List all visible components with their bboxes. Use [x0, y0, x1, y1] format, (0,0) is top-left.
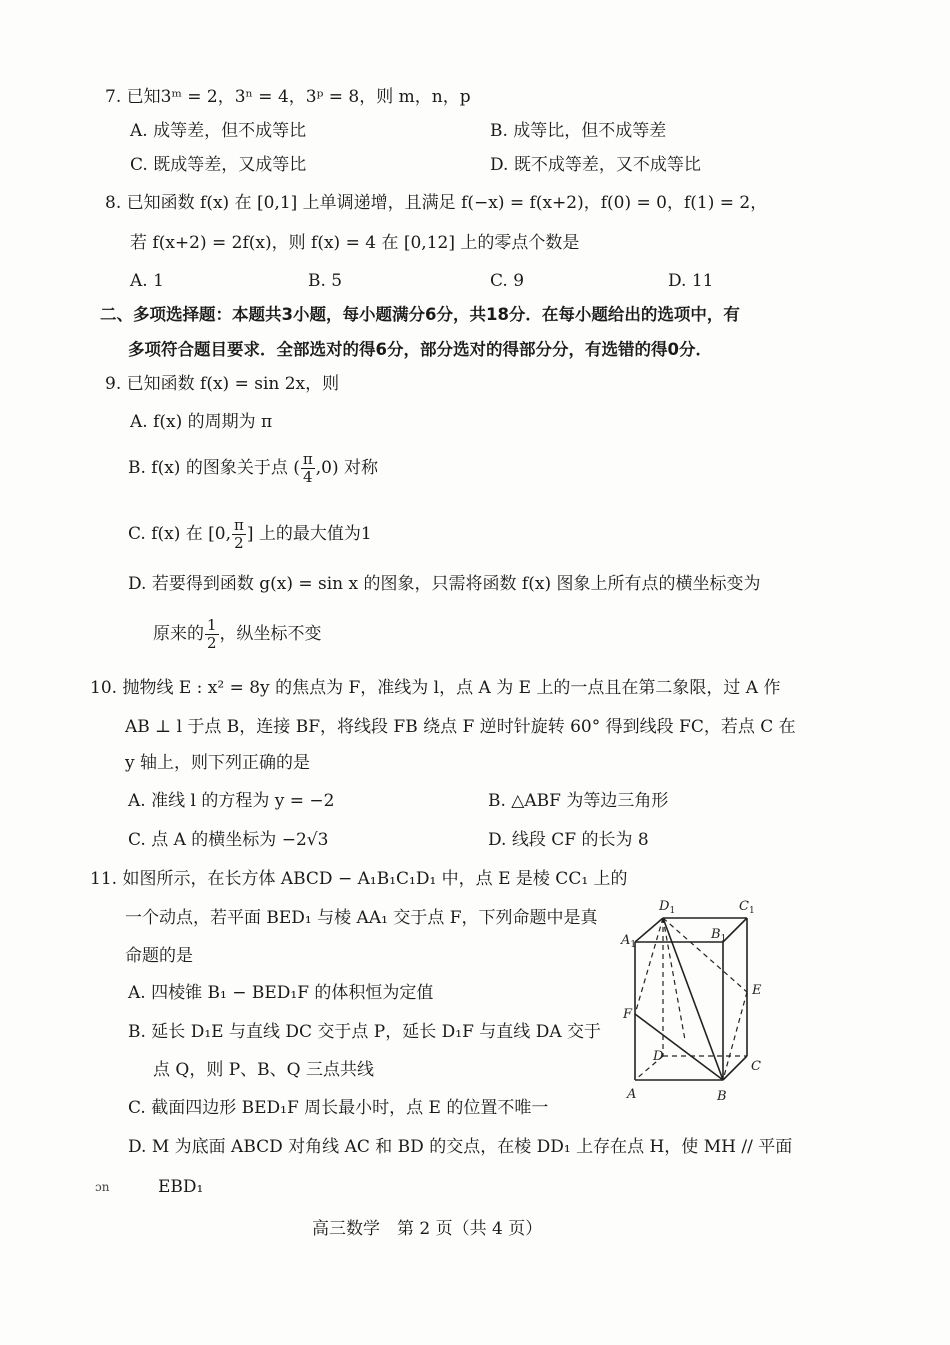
q9-option-a: A. f(x) 的周期为 π [130, 412, 273, 432]
q7-stem: 7. 已知3ᵐ = 2，3ⁿ = 4，3ᵖ = 8，则 m，n，p [105, 87, 471, 107]
q9-option-c-fraction [232, 517, 246, 552]
q10-line3: y 轴上，则下列正确的是 [125, 753, 311, 773]
q11-option-d-line2: EBD₁ [158, 1177, 204, 1197]
q11-option-b-line1: B. 延长 D₁E 与直线 DC 交于点 P，延长 D₁F 与直线 DA 交于 [128, 1022, 602, 1042]
label-b1: $B_1$ [711, 927, 727, 944]
q10-option-c: C. 点 A 的横坐标为 −2√3 [128, 830, 329, 850]
q7-option-d: D. 既不成等差，又不成等比 [490, 155, 701, 175]
q9-option-d-post: ，纵坐标不变 [219, 624, 322, 644]
q11-line1: 11. 如图所示，在长方体 ABCD − A₁B₁C₁D₁ 中，点 E 是棱 CC₁ 上的 [90, 869, 628, 889]
q8-option-c: C. 9 [490, 271, 525, 291]
q9-option-c-post: ] 上的最大值为1 [246, 524, 372, 544]
q8-option-d: D. 11 [668, 271, 714, 291]
q9-option-d-pre: 原来的 [153, 624, 204, 644]
q9-option-b [128, 451, 378, 486]
line-d1f-hidden [635, 918, 663, 1014]
q9-option-c-pre: C. f(x) 在 [0, [128, 524, 232, 544]
q9-option-b-numerator: π [302, 450, 313, 468]
q8-option-a: A. 1 [130, 271, 164, 291]
q8-line1: 8. 已知函数 f(x) 在 [0,1] 上单调递增，且满足 f(−x) = f(x+2)，f(0) = 0，f(1) = 2， [105, 193, 768, 213]
q9-option-d-numerator: 1 [207, 616, 217, 634]
page-footer: 高三数学 第 2 页（共 4 页） [312, 1219, 543, 1239]
q9-option-b-fraction [301, 451, 315, 486]
q11-line3: 命题的是 [125, 946, 193, 966]
edge-bc [723, 1056, 747, 1080]
edge-b1c1 [723, 918, 747, 942]
edge-d1a1 [635, 918, 663, 942]
margin-mark: ɔn [95, 1180, 110, 1194]
prism-figure [615, 890, 785, 1110]
q11-option-d-line1: D. M 为底面 ABCD 对角线 AC 和 BD 的交点，在棱 DD₁ 上存在点 H，使 MH // 平面 [128, 1137, 793, 1157]
q11-option-a: A. 四棱锥 B₁ − BED₁F 的体积恒为定值 [128, 983, 434, 1003]
q10-option-d: D. 线段 CF 的长为 8 [488, 830, 649, 850]
q10-line1: 10. 抛物线 E : x² = 8y 的焦点为 F，准线为 l，点 A 为 E 上的一点且在第二象限，过 A 作 [90, 678, 781, 698]
label-a1: $A_1$ [621, 933, 637, 950]
q11-option-c: C. 截面四边形 BED₁F 周长最小时，点 E 的位置不唯一 [128, 1098, 549, 1118]
label-d: D [653, 1049, 664, 1064]
section2-heading-line1: 二、多项选择题：本题共3小题，每小题满分6分，共18分．在每小题给出的选项中，有 [100, 305, 740, 324]
q9-option-b-denominator: 4 [303, 468, 313, 486]
label-e: E [752, 983, 762, 998]
q9-option-b-post: ,0) 对称 [315, 458, 379, 478]
q9-option-b-pre: B. f(x) 的图象关于点 ( [128, 458, 300, 478]
q10-line2: AB ⊥ l 于点 B，连接 BF，将线段 FB 绕点 F 逆时针旋转 60° 得到线段 FC，若点 C 在 [125, 717, 796, 737]
label-a: A [627, 1087, 637, 1102]
label-c: C [751, 1059, 761, 1074]
q7-option-a: A. 成等差，但不成等比 [130, 121, 307, 141]
line-fb [635, 1014, 723, 1080]
q9-option-d-fraction [205, 617, 219, 652]
q10-option-b: B. △ABF 为等边三角形 [488, 791, 669, 811]
q9-stem: 9. 已知函数 f(x) = sin 2x，则 [105, 374, 340, 394]
label-b: B [717, 1089, 727, 1104]
q10-option-a: A. 准线 l 的方程为 y = −2 [128, 791, 335, 811]
q11-option-b-line2: 点 Q，则 P、B、Q 三点共线 [153, 1060, 375, 1080]
q9-option-c [128, 517, 372, 552]
q9-option-d-denominator: 2 [207, 634, 217, 652]
line-eb-hidden [723, 992, 747, 1080]
q9-option-c-denominator: 2 [234, 534, 244, 552]
line-d1e-hidden [663, 918, 747, 992]
q7-option-c: C. 既成等差，又成等比 [130, 155, 307, 175]
label-f: F [623, 1007, 633, 1022]
q11-line2: 一个动点，若平面 BED₁ 与棱 AA₁ 交于点 F，下列命题中是真 [125, 908, 598, 928]
q9-option-c-numerator: π [234, 516, 244, 534]
q9-option-d-line2 [153, 617, 322, 652]
section2-heading-line2: 多项符合题目要求．全部选对的得6分，部分选对的得部分分，有选错的得0分． [128, 340, 712, 359]
q8-line2: 若 f(x+2) = 2f(x)，则 f(x) = 4 在 [0,12] 上的零点个数是 [130, 233, 580, 253]
label-c1: $C_1$ [739, 899, 755, 916]
q7-option-b: B. 成等比，但不成等差 [490, 121, 667, 141]
line-aux-hidden [663, 918, 685, 1040]
q8-option-b: B. 5 [308, 271, 343, 291]
q9-option-d-line1: D. 若要得到函数 g(x) = sin x 的图象，只需将函数 f(x) 图象上所有点的横坐标变为 [128, 574, 761, 594]
label-d1: $D_1$ [659, 899, 676, 916]
